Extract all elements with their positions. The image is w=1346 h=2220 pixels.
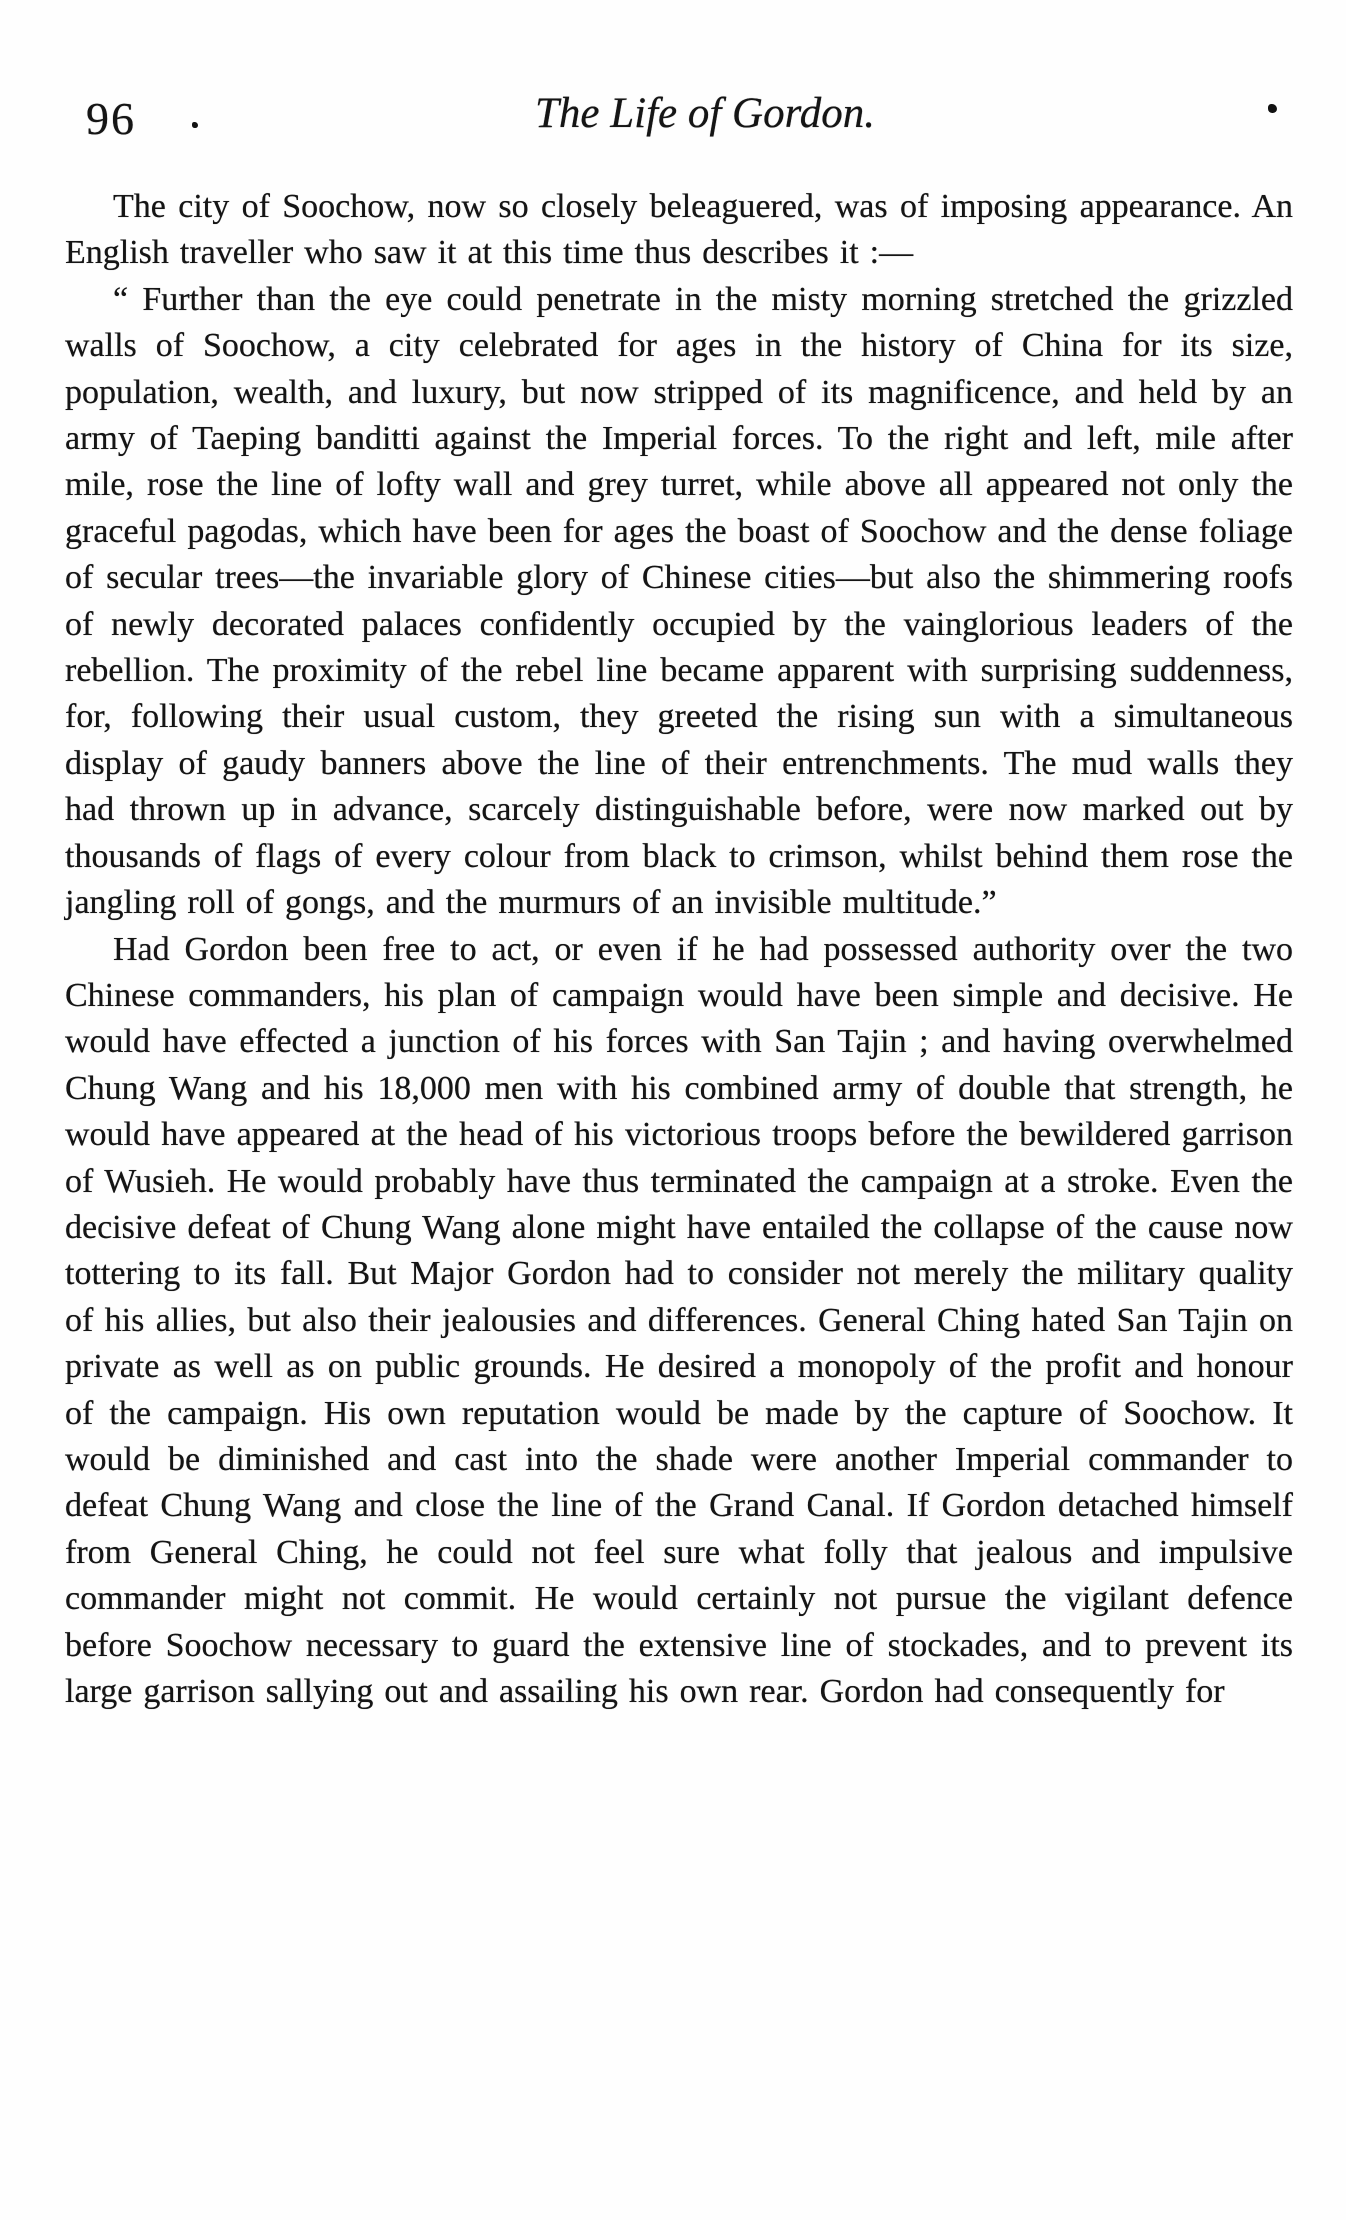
paragraph-quote: “ Further than the eye could penetrate in the misty morning stretched the grizzled walls of Soochow, a city celebrated for ages in the history of China for its size, population, wealth, and luxury, but now stripped of its magnificence, and held by an army of Taeping banditti against the Imperial forces. To the right and left, mile after mile, rose the line of lofty wall and grey turret, while above all appeared not only the graceful pagodas, which have been for ages the boast of Soochow and the dense foliage of secular trees—the invariable glory of Chinese cities—but also the shimmering roofs of newly decorated palaces confidently occupied by the vainglorious leaders of the rebellion. The proximity of the rebel line became apparent with surprising suddenness, for, following their usual custom, they greeted the rising sun with a simultaneous display of gaudy banners above the line of their entrenchments. The mud walls they had thrown up in advance, scarcely distinguishable before, were now marked out by thousands of flags of every colour from black to crimson, whilst behind them rose the jangling roll of gongs, and the murmurs of an invisible multitude.” (65, 280, 1293, 922)
running-title: The Life of Gordon. (534, 90, 876, 137)
paragraph-intro: The city of Soochow, now so closely beleaguered, was of imposing appearance. An English traveller who saw it at this time thus describes it :— (65, 188, 1293, 272)
ink-speck (1268, 104, 1277, 113)
running-header (65, 88, 1293, 148)
page-body (65, 184, 1293, 1715)
paragraph-gordon-plan: Had Gordon been free to act, or even if he had possessed authority over the two Chinese commanders, his plan of campaign would have been simple and decisive. He would have effected a junction of his forces with San Tajin ; and having overwhelmed Chung Wang and his 18,000 men with his combined army of double that strength, he would have appeared at the head of his victorious troops before the bewildered garrison of Wusieh. He would probably have thus terminated the campaign at a stroke. Even the decisive defeat of Chung Wang alone might have entailed the collapse of the cause now tottering to its fall. But Major Gordon had to consider not merely the military quality of his allies, but also their jealousies and differences. General Ching hated San Tajin on private as well as on public grounds. He desired a monopoly of the profit and honour of the campaign. His own reputation would be made by the capture of Soochow. It would be diminished and cast into the shade were another Imperial commander to defeat Chung Wang and close the line of the Grand Canal. If Gordon detached himself from General Ching, he could not feel sure what folly that jealous and impulsive commander might not commit. He would certainly not pursue the vigilant defence before Soochow necessary to guard the extensive line of stockades, and to prevent its large garrison sallying out and assailing his own rear. Gordon had consequently for (65, 930, 1293, 1710)
page-number: 96 (86, 93, 136, 144)
ink-speck (192, 122, 198, 128)
